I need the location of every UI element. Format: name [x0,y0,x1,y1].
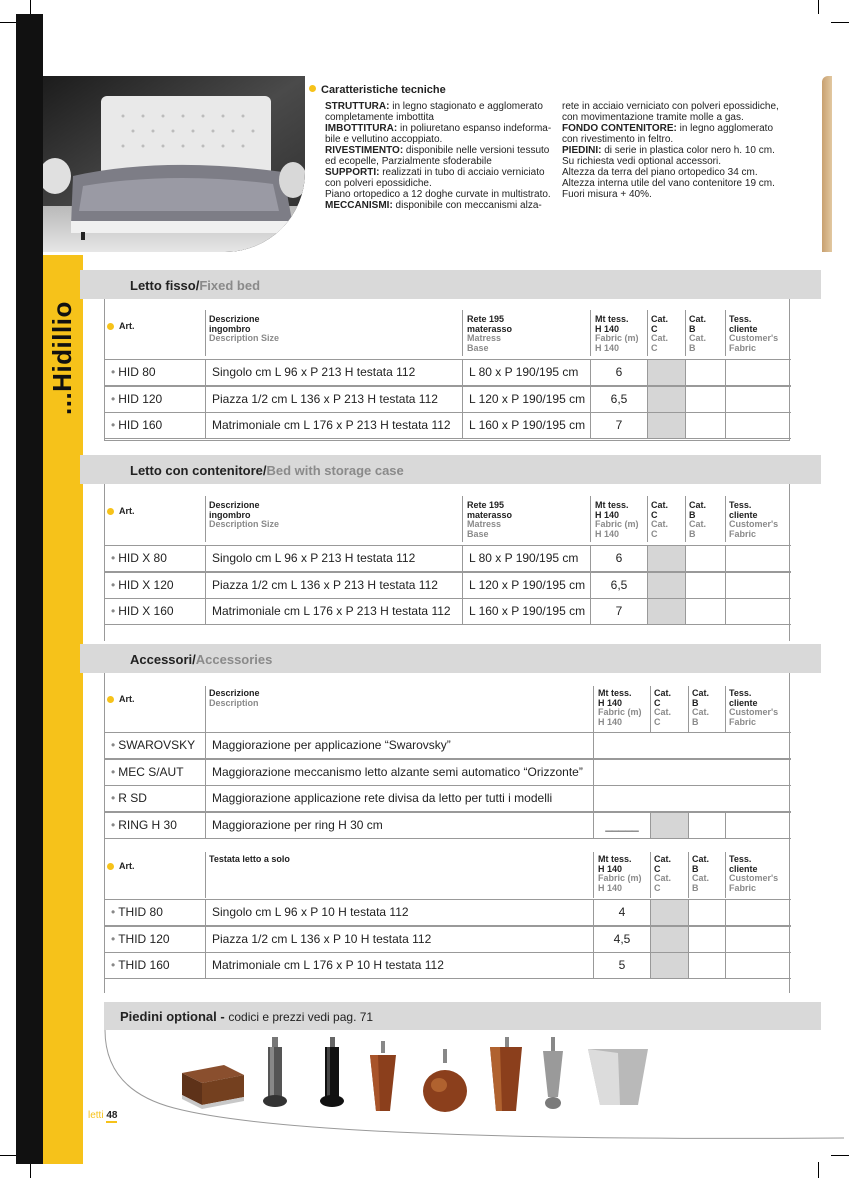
black-margin-strip [16,14,43,1164]
bullet-icon: • [111,551,116,565]
cell-fabric-meters: 4 [594,900,651,925]
tech-line: Fuori misura + 40%. [562,189,652,200]
cell-cat-c [651,813,689,838]
yellow-dot-icon [107,696,114,703]
tech-line: Altezza da terra del piano ortopedico 34 cm. [562,167,758,178]
col-header-cat-b: Cat. B Cat. B [689,314,707,353]
cell-cat-c [648,573,686,598]
art-code: THID 160 [118,958,170,972]
cell-cat-b [689,900,726,925]
col-header-fabric: Mt tess. H 140 Fabric (m) H 140 [595,314,639,353]
cell-customer-fabric [726,546,790,571]
crop-mark [30,0,31,14]
cell-art [105,733,206,758]
cell-description: Maggiorazione meccanismo letto alzante semi automatico “Orizzonte” [206,760,594,785]
cell-fabric-meters: 6,5 [591,387,648,412]
art-code: MEC S/AUT [118,764,184,779]
table-row [104,899,791,926]
foot-wood-tall-icon [490,1037,522,1111]
art-code: SWAROVSKY [118,738,196,752]
col-header-cat-b: Cat. B Cat. B [689,500,707,539]
crop-mark [818,1162,819,1178]
yellow-dot-icon [107,323,114,330]
table-row [104,732,791,759]
cell-cat-c [648,387,686,412]
crop-mark [818,0,819,14]
cell-customer-fabric [726,927,790,952]
table-row [104,572,791,599]
cell-description: Piazza 1/2 cm L 136 x P 213 H testata 112 [206,387,463,412]
art-code: HID X 160 [118,604,174,618]
foot-black-cylinder-icon [320,1037,344,1107]
tech-line: Su richiesta vedi optional accessori. [562,156,721,167]
cell-description: Piazza 1/2 cm L 136 x P 10 H testata 112 [206,927,594,952]
cell-art [105,360,206,385]
tech-line: IMBOTTITURA: in poliuretano espanso indeforma- [325,123,552,134]
table-row [104,952,791,979]
cell-cat-c [648,546,686,571]
tech-line: PIEDINI: di serie in plastica color nero h. 10 cm. [562,145,775,156]
col-header-fabric: Mt tess. H 140 Fabric (m) H 140 [598,688,642,727]
foot-wood-tapered-icon [370,1041,396,1111]
bullet-icon: • [111,604,116,618]
cell-cat-c [648,413,686,438]
foot-steel-block-icon [588,1049,648,1105]
table-row [104,812,791,839]
col-header-headboard: Testata letto a solo [209,854,290,864]
cell-description: Matrimoniale cm L 176 x P 213 H testata 112 [206,599,463,624]
col-header-fabric: Mt tess. H 140 Fabric (m) H 140 [598,854,642,893]
bullet-icon: • [111,764,116,779]
art-code: HID 120 [118,391,163,406]
foot-wood-ball-icon [423,1049,467,1112]
bullet-icon: • [111,577,116,592]
yellow-dot-icon [107,508,114,515]
cell-cat-b [686,546,726,571]
cell-art [105,927,206,952]
cell-empty [594,786,790,811]
bullet-icon: • [111,905,116,919]
cell-description: Piazza 1/2 cm L 136 x P 213 H testata 112 [206,573,463,598]
bed-photo [43,76,305,252]
art-code: HID 160 [118,418,163,432]
col-header-art: Art. [107,322,135,332]
table-row [104,386,791,413]
table-row [104,545,791,572]
cell-art [105,573,206,598]
yellow-dot-icon [309,85,316,92]
table-row [104,359,791,386]
cell-fabric-meters: 6,5 [591,573,648,598]
cell-cat-b [686,413,726,438]
art-code: RING H 30 [118,817,177,832]
tech-line: Altezza interna utile del vano contenitore 19 cm. [562,178,775,189]
cell-art [105,387,206,412]
cell-fabric-meters: _____ [594,813,651,838]
col-header-customer-fabric: Tess. cliente Customer's Fabric [729,500,779,539]
col-header-cat-b: Cat. B Cat. B [692,854,710,893]
art-code: HID 80 [118,365,156,379]
cell-fabric-meters: 4,5 [594,927,651,952]
col-header-description: Descrizione Description [209,688,260,708]
cell-art [105,953,206,978]
art-code: HID X 120 [118,577,174,592]
col-header-customer-fabric: Tess. cliente Customer's Fabric [729,688,779,727]
cell-fabric-meters: 5 [594,953,651,978]
tech-line: Piano ortopedico a 12 doghe curvate in multistrato. [325,189,551,200]
cell-cat-c [648,599,686,624]
page-footer: letti 48 [88,1110,118,1121]
col-header-cat-c: Cat. C Cat. C [654,854,672,893]
art-code: THID 120 [118,931,170,946]
col-header-cat-c: Cat. C Cat. C [654,688,672,727]
col-header-art: Art. [107,695,135,705]
cell-empty [594,733,790,758]
cell-mattress-base: L 120 x P 190/195 cm [463,387,591,412]
bullet-icon: • [111,391,116,406]
tech-column-1 [325,101,553,211]
tech-line: rete in acciaio verniciato con polveri epossidiche, [562,101,779,112]
bullet-icon: • [111,418,116,432]
cell-cat-b [686,387,726,412]
bullet-icon: • [111,817,116,832]
cell-customer-fabric [726,387,790,412]
tech-line: completamente imbottita [325,112,434,123]
cell-cat-c [651,927,689,952]
cell-fabric-meters: 7 [591,599,648,624]
col-header-cat-b: Cat. B Cat. B [692,688,710,727]
tech-line: SUPPORTI: realizzati in tubo di acciaio verniciato [325,167,545,178]
cell-customer-fabric [726,360,790,385]
col-header-customer-fabric: Tess. cliente Customer's Fabric [729,314,779,353]
cell-customer-fabric [726,900,790,925]
section-header-accessories: Accessori/Accessories [80,644,821,673]
table-row [104,785,791,812]
cell-cat-c [648,360,686,385]
foot-chrome-cylinder-icon [263,1037,287,1107]
art-code: HID X 80 [118,551,167,565]
tech-line: con rivestimento in feltro. [562,134,674,145]
cell-description: Singolo cm L 96 x P 213 H testata 112 [206,546,463,571]
col-header-cat-c: Cat. C Cat. C [651,500,669,539]
table-row [104,759,791,786]
section-header-storage-bed: Letto con contenitore/Bed with storage case [80,455,821,484]
table-row [104,412,791,439]
col-header-description: Descrizione ingombro Description Size [209,500,280,529]
cell-mattress-base: L 120 x P 190/195 cm [463,573,591,598]
cell-fabric-meters: 6 [591,360,648,385]
cell-fabric-meters: 7 [591,413,648,438]
cell-mattress-base: L 160 x P 190/195 cm [463,413,591,438]
tech-line: STRUTTURA: in legno stagionato e agglomerato [325,101,543,112]
crop-mark [30,1162,31,1178]
cell-description: Maggiorazione applicazione rete divisa da letto per tutti i modelli [206,786,594,811]
cell-fabric-meters: 6 [591,546,648,571]
cell-empty [594,760,790,785]
cell-art [105,546,206,571]
foot-block-icon [182,1065,244,1109]
cell-description: Matrimoniale cm L 176 x P 213 H testata 112 [206,413,463,438]
foot-steel-spindle-icon [543,1037,563,1109]
tech-line: FONDO CONTENITORE: in legno agglomerato [562,123,774,134]
cell-customer-fabric [726,599,790,624]
feet-products [180,1035,650,1115]
cell-description: Singolo cm L 96 x P 213 H testata 112 [206,360,463,385]
tech-line: ed ecopelle, Parzialmente sfoderabile [325,156,492,167]
col-header-rete: Rete 195 materasso Matress Base [467,314,513,353]
col-header-art: Art. [107,862,135,872]
bullet-icon: • [111,738,116,752]
cell-customer-fabric [726,573,790,598]
cell-mattress-base: L 160 x P 190/195 cm [463,599,591,624]
col-header-fabric: Mt tess. H 140 Fabric (m) H 140 [595,500,639,539]
tech-column-2 [562,101,798,200]
cell-customer-fabric [726,953,790,978]
cell-art [105,813,206,838]
tech-line: bile e vellutino accoppiato. [325,134,443,145]
tech-line: MECCANISMI: disponibile con meccanismi alza- [325,200,542,211]
cell-art [105,599,206,624]
crop-mark [831,22,849,23]
cell-mattress-base: L 80 x P 190/195 cm [463,360,591,385]
cell-description: Singolo cm L 96 x P 10 H testata 112 [206,900,594,925]
cell-customer-fabric [726,413,790,438]
cell-art [105,413,206,438]
section-header-feet: Piedini optional - codici e prezzi vedi pag. 71 [104,1002,821,1030]
table-row [104,598,791,625]
art-code: R SD [118,791,147,805]
col-header-cat-c: Cat. C Cat. C [651,314,669,353]
cell-description: Matrimoniale cm L 176 x P 10 H testata 112 [206,953,594,978]
cell-cat-b [686,599,726,624]
cell-description: Maggiorazione per ring H 30 cm [206,813,594,838]
cell-cat-b [689,953,726,978]
cell-description: Maggiorazione per applicazione “Swarovsky” [206,733,594,758]
art-code: THID 80 [118,905,163,919]
bullet-icon: • [111,958,116,972]
col-header-art: Art. [107,507,135,517]
photo-edge [822,76,832,252]
col-header-customer-fabric: Tess. cliente Customer's Fabric [729,854,779,893]
cell-cat-b [686,573,726,598]
cell-art [105,900,206,925]
cell-cat-b [689,927,726,952]
cell-cat-c [651,953,689,978]
col-header-rete: Rete 195 materasso Matress Base [467,500,513,539]
table-row [104,926,791,953]
tech-line: con movimentazione tramite molle a gas. [562,112,744,123]
yellow-dot-icon [107,863,114,870]
section-header-fixed-bed: Letto fisso/Fixed bed [80,270,821,299]
tech-title: Caratteristiche tecniche [309,80,446,98]
bullet-icon: • [111,791,116,805]
cell-customer-fabric [726,813,790,838]
cell-art [105,760,206,785]
col-header-description: Descrizione ingombro Description Size [209,314,280,343]
cell-cat-c [651,900,689,925]
bullet-icon: • [111,931,116,946]
cell-cat-b [689,813,726,838]
bullet-icon: • [111,365,116,379]
cell-art [105,786,206,811]
cell-cat-b [686,360,726,385]
cell-mattress-base: L 80 x P 190/195 cm [463,546,591,571]
tech-line: con polveri epossidiche. [325,178,432,189]
tech-line: RIVESTIMENTO: disponibile nelle versioni tessuto [325,145,550,156]
